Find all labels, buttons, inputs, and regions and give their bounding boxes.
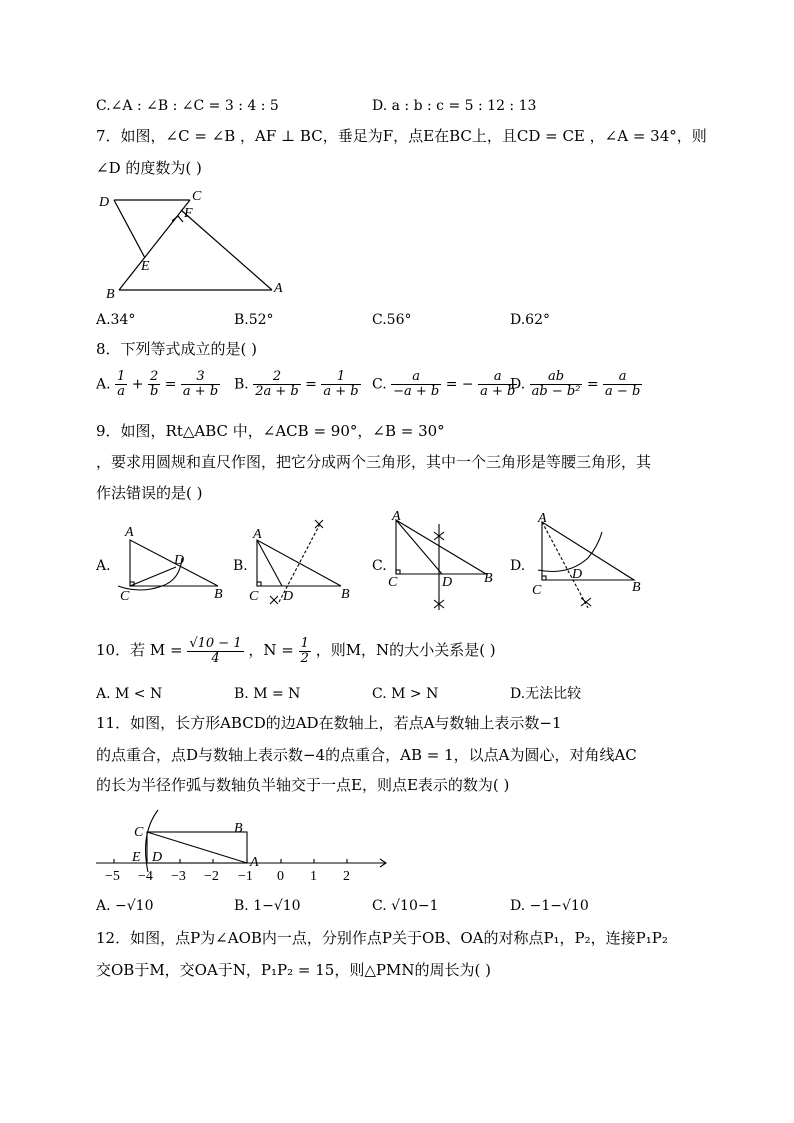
label-d: D <box>174 553 185 568</box>
tick-label: 0 <box>277 869 284 884</box>
q12-stem-line2: 交OB于M，交OA于N，P₁P₂ = 15，则△PMN的周长为( ) <box>96 961 491 979</box>
label-e: E <box>132 850 141 865</box>
tick-label: 1 <box>310 869 317 884</box>
q11-stem-line1: 11．如图，长方形ABCD的边AD在数轴上，若点A与数轴上表示数−1 <box>96 714 562 732</box>
q9-figure-d <box>528 510 648 615</box>
q7-option-a: A.34° <box>96 312 136 328</box>
q11-option-c: C. √10−1 <box>372 898 439 914</box>
fraction-n: $\frac{1}{2}$ <box>300 635 309 666</box>
label-b: B <box>632 580 641 595</box>
label-a: A <box>538 511 547 526</box>
q9-figure-c <box>386 510 506 615</box>
label-d: D <box>283 589 294 604</box>
label-d: D <box>152 850 163 865</box>
q10-option-d: D.无法比较 <box>510 686 582 702</box>
q10-option-c: C. M > N <box>372 686 439 702</box>
q8-c-label: C. <box>372 376 387 393</box>
q11-option-b: B. 1−√10 <box>234 898 301 914</box>
q8-option-a <box>96 370 220 399</box>
q8-option-c <box>372 370 517 399</box>
q7-figure <box>96 186 296 301</box>
q8-option-d <box>510 370 642 399</box>
q7-stem-line1: 7．如图，∠C = ∠B ，AF ⊥ BC，垂足为F，点E在BC上，且CD = CE ，∠A = 34°，则 <box>96 127 707 145</box>
q8-stem: 8．下列等式成立的是( ) <box>96 340 258 358</box>
q7-label-a: A <box>274 281 283 296</box>
q7-stem-line2: ∠D 的度数为( ) <box>96 159 202 177</box>
q7-option-c: C.56° <box>372 312 412 328</box>
fraction: $\frac{2}{b}$ <box>149 369 159 399</box>
q6-option-c: C.∠A : ∠B : ∠C = 3 : 4 : 5 <box>96 98 279 114</box>
label-a: A <box>392 509 401 524</box>
q7-label-b: B <box>106 287 115 302</box>
label-b: B <box>341 587 350 602</box>
fraction: $\frac{3}{a + b}$ <box>182 369 219 399</box>
label-b: B <box>484 571 493 586</box>
fraction: $\frac{2}{2a + b}$ <box>255 369 299 399</box>
q9-option-a: A. <box>96 558 111 574</box>
q9-option-c: C. <box>372 558 387 574</box>
label-b: B <box>214 587 223 602</box>
q9-figure-a <box>110 522 230 607</box>
q7-option-d: D.62° <box>510 312 550 328</box>
q8-d-label: D. <box>510 376 526 393</box>
label-c: C <box>134 825 144 840</box>
q11-option-d: D. −1−√10 <box>510 898 589 914</box>
equals-sign: = <box>164 376 177 393</box>
q7-option-b: B.52° <box>234 312 274 328</box>
label-a: A <box>125 525 134 540</box>
q9-option-b: B. <box>233 558 248 574</box>
equals-sign: = <box>305 376 317 393</box>
q9-stem-line1: 9．如图，Rt△ABC 中，∠ACB = 90°，∠B = 30° <box>96 422 445 440</box>
tick-label: 2 <box>343 869 350 884</box>
q7-label-e: E <box>141 259 150 274</box>
label-d: D <box>572 567 583 582</box>
equals-sign: = − <box>445 376 474 393</box>
tick-label: −2 <box>204 869 219 884</box>
fraction-m: $\frac{√10 - 1}{4}$ <box>189 635 242 666</box>
q9-stem-line3: 作法错误的是( ) <box>96 484 203 502</box>
fraction: $\frac{1}{a + b}$ <box>323 369 359 399</box>
fraction: $\frac{ab}{\text{ab − b²}}$ <box>531 369 581 399</box>
tick-label: −1 <box>238 869 253 884</box>
q8-b-label: B. <box>234 376 249 393</box>
q6-option-d: D. a : b : c = 5 : 12 : 13 <box>372 98 537 114</box>
label-c: C <box>249 589 259 604</box>
tick-label: −4 <box>138 869 153 884</box>
q8-option-b <box>234 370 361 399</box>
q7-label-f: F <box>184 206 193 221</box>
q11-stem-line2: 的点重合，点D与数轴上表示数−4的点重合，AB = 1，以点A为圆心，对角线AC <box>96 746 637 764</box>
q10-stem-prefix: 10．若 M = <box>96 641 183 659</box>
tick-label: −3 <box>171 869 186 884</box>
q7-label-d: D <box>99 195 110 210</box>
label-b: B <box>234 821 243 836</box>
q10-stem <box>96 634 496 666</box>
q11-stem-line3: 的长为半径作弧与数轴负半轴交于一点E，则点E表示的数为( ) <box>96 776 510 794</box>
label-d: D <box>442 575 453 590</box>
q10-stem-suffix: ，则M，N的大小关系是( ) <box>315 641 496 659</box>
q10-option-b: B. M = N <box>234 686 301 702</box>
q10-option-a: A. M < N <box>96 686 163 702</box>
label-a: A <box>250 855 259 870</box>
label-c: C <box>120 589 130 604</box>
equals-sign: = <box>586 376 599 393</box>
q11-number-line-figure <box>96 810 396 890</box>
q8-a-label: A. <box>96 376 111 393</box>
q7-label-c: C <box>192 189 202 204</box>
label-a: A <box>253 527 262 542</box>
fraction: $\frac{a}{a - b}$ <box>605 369 641 399</box>
fraction: $\frac{1}{a}$ <box>117 369 126 399</box>
q11-option-a: A. −√10 <box>96 898 154 914</box>
plus-sign: + <box>131 376 144 393</box>
label-c: C <box>532 583 542 598</box>
label-c: C <box>388 575 398 590</box>
fraction: $\frac{a}{a + b}$ <box>480 369 516 399</box>
q9-stem-line2: ，要求用圆规和直尺作图，把它分成两个三角形，其中一个三角形是等腰三角形，其 <box>96 453 652 471</box>
q9-option-d: D. <box>510 558 526 574</box>
q9-figure-b <box>245 516 365 611</box>
q12-stem-line1: 12．如图，点P为∠AOB内一点，分别作点P关于OB、OA的对称点P₁，P₂，连接P₁P₂ <box>96 929 668 947</box>
fraction: $\frac{a}{-a + b}$ <box>393 369 440 399</box>
q10-stem-mid: ，N = <box>248 641 294 659</box>
tick-label: −5 <box>105 869 120 884</box>
